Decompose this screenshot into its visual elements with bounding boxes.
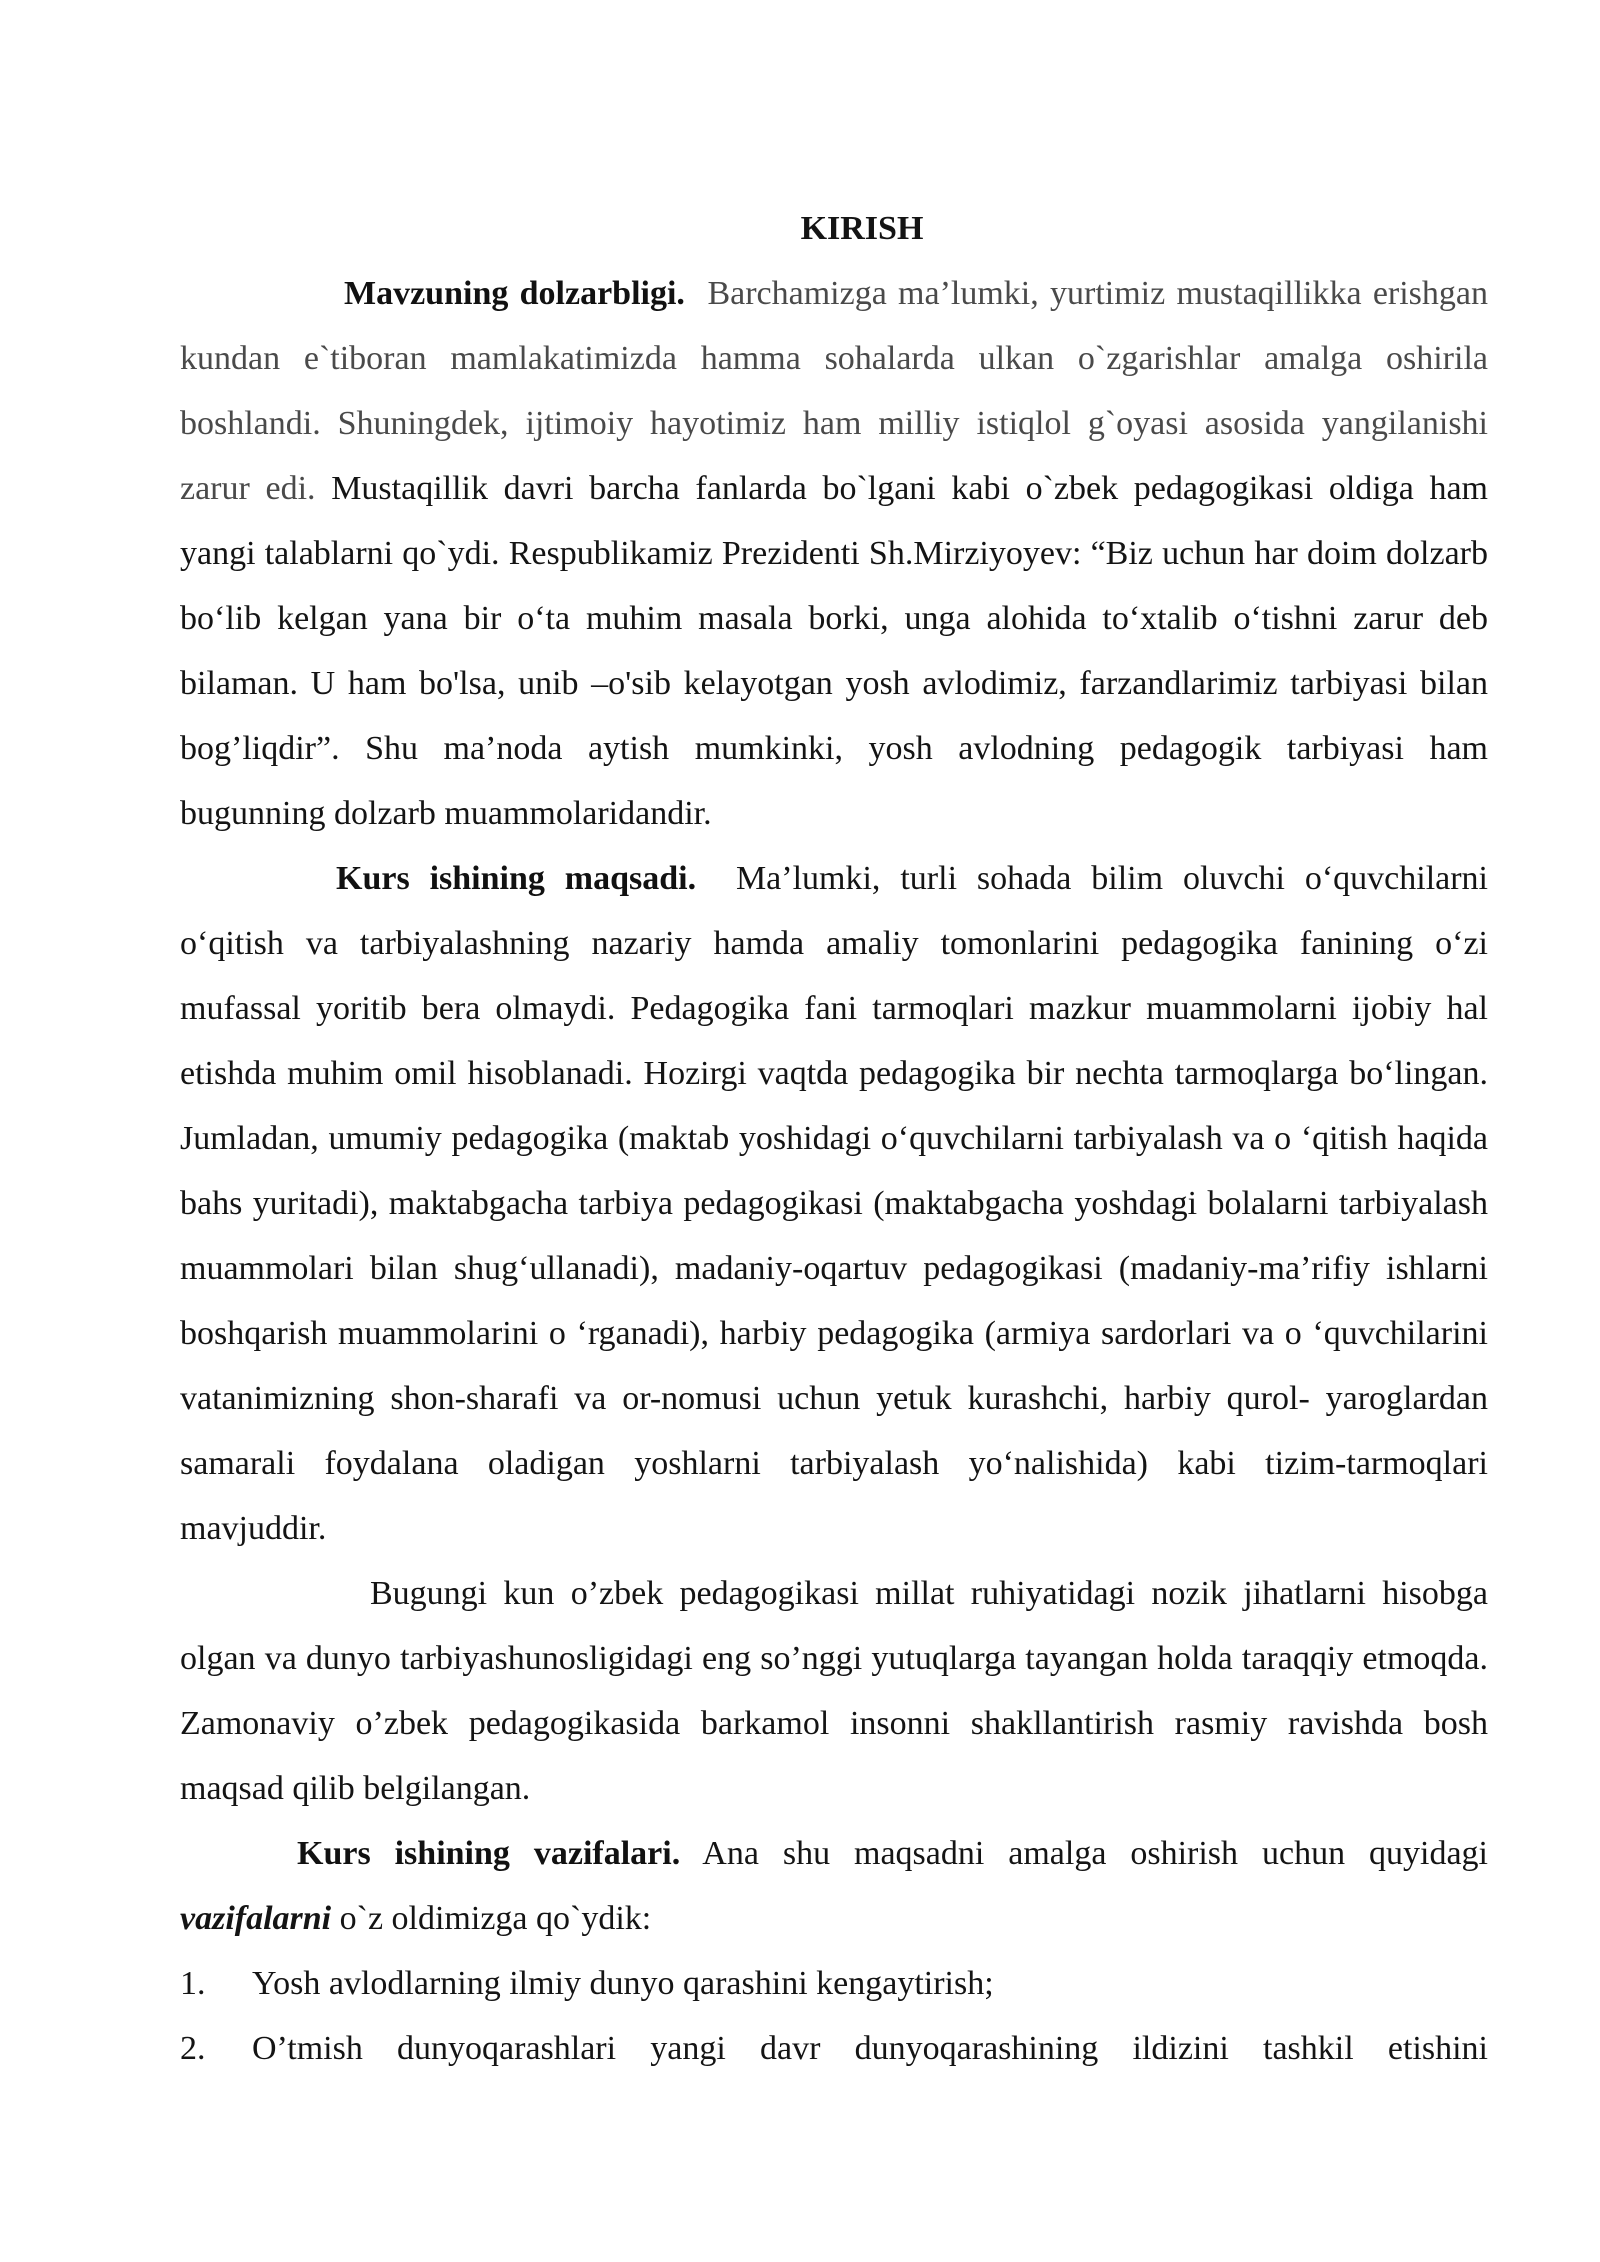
paragraph-lead: Mavzuning dolzarbligi.: [344, 275, 685, 312]
paragraph-text: o`z oldimizga qo`ydik:: [339, 1900, 652, 1937]
paragraph-text: Bugungi kun o’zbek pedagogikasi millat ruhiyatidagi nozik jihatlarni hisobga olgan va dunyo tarbiyashunosligidagi eng so’nggi yutuqlarga tayangan holda taraqqiy etmoqda. Zamonaviy o’zbek pedagogikasida barkamol insonni shakllantirish rasmiy ravishda bosh maqsad qilib belgilangan.: [180, 1575, 1488, 1807]
list-item: [180, 1951, 1488, 2016]
paragraph-text: Mustaqillik davri barcha fanlarda bo`lgani kabi o`zbek pedagogikasi oldiga ham yangi talablarni qo`ydi. Respublikamiz Prezidenti Sh.Mirziyoyev: “Biz uchun har doim dolzarb bo‘lib kelgan yana bir o‘ta muhim masala borki, unga alohida to‘xtalib o‘tishni zarur deb bilaman. U ham bo'lsa, unib –o'sib kelayotgan yosh avlodimiz, farzandlarimiz tarbiyasi bilan bog’liqdir”. Shu ma’noda aytish mumkinki, yosh avlodning pedagogik tarbiyasi ham bugunning dolzarb muammolaridandir.: [180, 470, 1489, 832]
paragraph-lead: Kurs ishining maqsadi.: [336, 860, 697, 897]
paragraph-tasks: [180, 1821, 1488, 1951]
paragraph-relevance: [180, 261, 1488, 846]
list-number: 2.: [180, 2030, 206, 2067]
list-text: Yosh avlodlarning ilmiy dunyo qarashini kengaytirish;: [252, 1965, 994, 2002]
paragraph-text: Ana shu maqsadni amalga oshirish uchun quyidagi: [702, 1835, 1488, 1872]
paragraph-text: Ma’lumki, turli sohada bilim oluvchi o‘quvchilarni o‘qitish va tarbiyalashning nazariy hamda amaliy tomonlarini pedagogika fanining o‘zi mufassal yoritib bera olmaydi. Pedagogika fani tarmoqlari mazkur muammolarni ijobiy hal etishda muhim omil hisoblanadi. Hozirgi vaqtda pedagogika bir nechta tarmoqlarga bo‘lingan. Jumladan, umumiy pedagogika (maktab yoshidagi o‘quvchilarni tarbiyalash va o ‘qitish haqida bahs yuritadi), maktabgacha tarbiya pedagogikasi (maktabgacha yoshdagi bolalarni tarbiyalash muammolari bilan shug‘ullanadi), madaniy-oqartuv pedagogikasi (madaniy-ma’rifiy ishlarni boshqarish muammolarini o ‘rganadi), harbiy pedagogika (armiya sardorlari va o ‘quvchilarini vatanimizning shon-sharafi va or-nomusi uchun yetuk kurashchi, harbiy qurol- yaroglardan samarali foydalana oladigan yoshlarni tarbiyalash yo‘nalishida) kabi tizim-tarmoqlari mavjuddir.: [180, 860, 1489, 1547]
page-title: KIRISH: [800, 210, 924, 247]
paragraph-emphasis: vazifalarni: [180, 1900, 332, 1937]
list-number: 1.: [180, 1965, 206, 2002]
document-page: [180, 196, 1488, 2081]
list-item: [180, 2016, 1488, 2081]
paragraph-lead: Kurs ishining vazifalari.: [297, 1835, 681, 1872]
paragraph-text: Barchamizga ma’lumki, yurtimiz mustaqillikka erishgan kundan e`tiboran mamlakatimizda hamma sohalarda ulkan o`zgarishlar amalga oshirila boshlandi. Shuningdek, ijtimoiy hayotimiz ham milliy istiqlol g`oyasi asosida yangilanishi zarur edi.: [180, 275, 1489, 507]
paragraph-today: [180, 1561, 1488, 1821]
paragraph-goal: [180, 846, 1488, 1561]
list-text: O’tmish dunyoqarashlari yangi davr dunyoqarashining ildizini tashkil etishini: [252, 2030, 1488, 2067]
